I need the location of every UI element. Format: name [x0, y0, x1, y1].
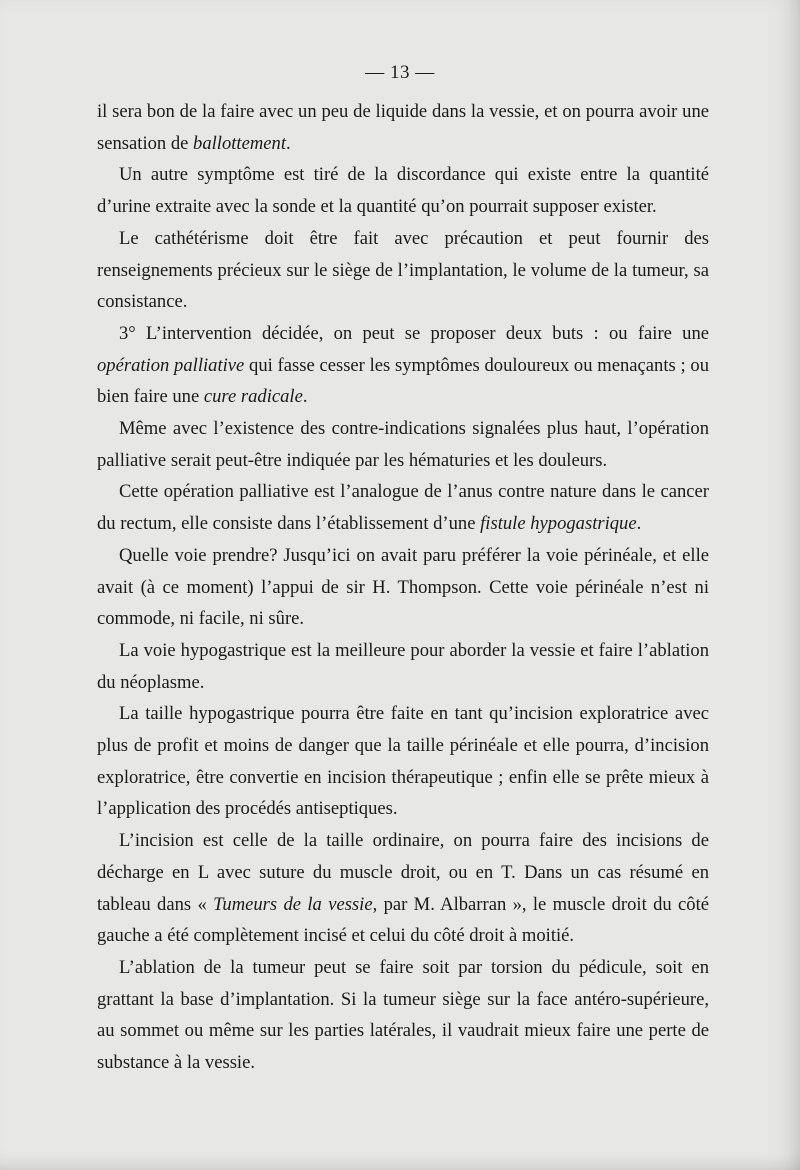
paragraph [97, 540, 709, 635]
paragraph-text: Même avec l’existence des contre-indications signalées plus haut, l’opération palliative serait peut-être indiquée par les hématuries et les douleurs. [97, 418, 709, 471]
paragraph [97, 413, 709, 476]
paragraph-text: Cette opération palliative est l’analogue de l’anus contre nature dans le cancer du rectum, elle consiste dans l’établissement d’une [97, 481, 709, 535]
paragraph [97, 825, 709, 952]
paragraph-text: Un autre symptôme est tiré de la discordance qui existe entre la quantité d’urine extraite avec la sonde et la quantité qu’on pourrait supposer exister. [97, 164, 709, 218]
italic-text: fistule hypogastrique [480, 513, 637, 535]
paragraph-text: L’incision est celle de la taille ordinaire, on pourra faire des incisions de décharge en L avec suture du muscle droit, ou en T. Dans un cas résumé en tableau dans « [97, 830, 709, 915]
paragraph-text: . [636, 513, 642, 535]
paragraph-text: . [286, 132, 291, 154]
paragraph-text: qui fasse cesser les symptômes douloureux ou menaçants ; ou bien faire une [97, 354, 709, 408]
paragraph [97, 318, 709, 413]
paragraph-text: il sera bon de la faire avec un peu de liquide dans la vessie, et on pourra avoir une sensation de [97, 101, 709, 154]
page-number: — 13 — [365, 62, 435, 83]
paragraph [97, 635, 709, 698]
paragraph [97, 952, 709, 1079]
paragraph-text: Le cathétérisme doit être fait avec précaution et peut fournir des renseignements précieux sur le siège de l’implantation, le volume de la tumeur, sa consistance. [97, 227, 709, 313]
paragraph-text: . [302, 386, 308, 408]
paragraph [97, 223, 709, 318]
paragraph [97, 476, 709, 539]
paragraph [97, 96, 709, 159]
italic-text: opération palliative [97, 354, 245, 376]
italic-text: Tumeurs de la vessie [213, 893, 373, 915]
paragraph-text: L’ablation de la tumeur peut se faire soit par torsion du pédicule, soit en grattant la base d’implantation. Si la tumeur siège sur la face antéro-supérieure, au sommet ou même sur les parties latérales, il vaudrait mieux faire une perte de substance à la vessie. [97, 956, 709, 1074]
paragraph-text: , par M. Albarran », le muscle droit du côté gauche a été complètement incisé et celui du côté droit à moitié. [97, 893, 709, 947]
paragraph [97, 159, 709, 222]
italic-text: cure radicale [203, 386, 303, 408]
italic-text: ballottement [193, 132, 286, 154]
paragraph [97, 698, 709, 825]
paragraph-text: Quelle voie prendre? Jusqu’ici on avait paru préférer la voie périnéale, et elle avait (à ce moment) l’appui de sir H. Thompson. Cette voie périnéale n’est ni commode, ni facile, ni sûre. [97, 544, 709, 630]
paragraph-text: La taille hypogastrique pourra être faite en tant qu’incision exploratrice avec plus de profit et moins de danger que la taille périnéale et elle pourra, d’incision exploratrice, être convertie en incision thérapeutique ; enfin elle se prête mieux à l’application des procédés antiseptiques. [97, 703, 709, 820]
body-text [97, 96, 709, 1079]
paragraph-text: 3° L’intervention décidée, on peut se proposer deux buts : ou faire une [119, 322, 709, 344]
paragraph-text: La voie hypogastrique est la meilleure pour aborder la vessie et faire l’ablation du néoplasme. [97, 639, 709, 693]
